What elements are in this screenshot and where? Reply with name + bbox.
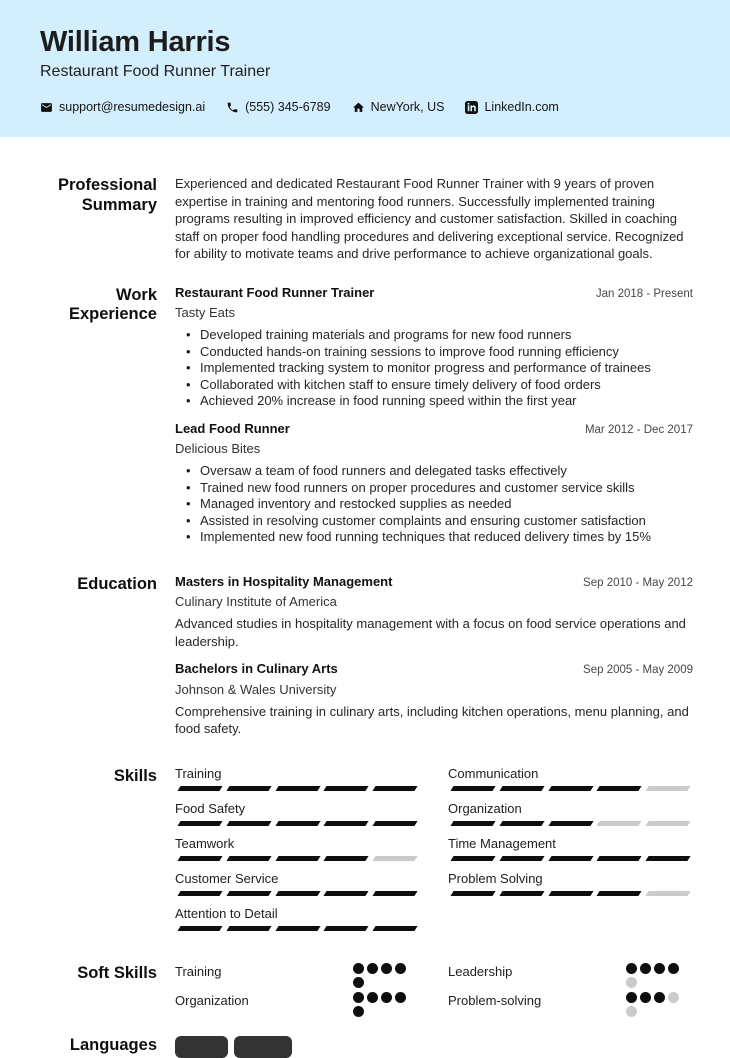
skill-item <box>175 801 420 826</box>
rating-segment <box>177 856 222 861</box>
skill-rating-bar <box>448 856 693 861</box>
rating-dot <box>367 992 378 1003</box>
soft-skill-name: Training <box>175 963 222 979</box>
skill-name: Training <box>175 765 222 781</box>
rating-segment <box>597 856 642 861</box>
rating-dot <box>367 963 378 974</box>
soft-skill-rating-dots <box>353 963 407 988</box>
skill-name: Time Management <box>448 835 556 851</box>
rating-dot <box>626 963 637 974</box>
rating-dot <box>395 963 406 974</box>
job-company: Delicious Bites <box>175 441 261 456</box>
degree-title: Bachelors in Culinary Arts <box>175 661 338 676</box>
rating-segment <box>373 891 418 896</box>
skill-name: Organization <box>448 800 522 816</box>
job-bullet: • Oversaw a team of food runners and delegated tasks effectively <box>175 463 693 480</box>
education-item <box>175 661 693 738</box>
section-label-work-experience: Work Experience <box>68 285 157 323</box>
rating-segment <box>646 856 691 861</box>
rating-dot <box>626 992 637 1003</box>
rating-segment <box>373 786 418 791</box>
soft-skill-item <box>448 963 693 988</box>
education-item <box>175 574 693 651</box>
skill-name: Food Safety <box>175 800 246 816</box>
job-item <box>175 285 693 410</box>
job-dates: Jan 2018 - Present <box>595 287 693 300</box>
skill-name: Communication <box>448 765 539 781</box>
skill-item <box>175 836 420 861</box>
section-label-skills: Skills <box>113 766 157 785</box>
rating-segment <box>450 821 495 826</box>
rating-segment <box>177 891 222 896</box>
contact-location-text: NewYork, US <box>370 100 445 114</box>
job-bullet: • Conducted hands-on training sessions to improve food running efficiency <box>175 344 693 361</box>
rating-dot <box>381 963 392 974</box>
school-name: Culinary Institute of America <box>175 594 337 609</box>
rating-segment <box>275 926 320 931</box>
rating-dot <box>381 992 392 1003</box>
rating-segment <box>450 786 495 791</box>
rating-dot <box>353 992 364 1003</box>
rating-segment <box>373 856 418 861</box>
resume-header <box>0 0 730 137</box>
job-bullet: • Trained new food runners on proper procedures and customer service skills <box>175 480 693 497</box>
rating-segment <box>373 926 418 931</box>
job-bullet: • Implemented new food running techniques that reduced delivery times by 15% <box>175 529 693 546</box>
section-languages <box>40 1035 730 1058</box>
candidate-job-title: Restaurant Food Runner Trainer <box>40 63 271 80</box>
rating-segment <box>226 926 271 931</box>
section-professional-summary <box>40 175 730 263</box>
rating-segment <box>597 891 642 896</box>
rating-dot <box>353 1006 364 1017</box>
section-education <box>40 574 730 738</box>
soft-skill-item <box>448 992 693 1017</box>
rating-dot <box>654 992 665 1003</box>
education-description: Comprehensive training in culinary arts, including kitchen operations, menu planning, and food safety. <box>175 703 689 736</box>
summary-text: Experienced and dedicated Restaurant Food Runner Trainer with 9 years of proven expertise in training and mentoring food runners. Successfully implemented training programs resulting in improved efficiency and customer satisfaction. Skilled in coaching staff on proper food handling procedures and delivering exceptional service. Recognized for ability to motivate teams and drive performance to achieve organizational goals. <box>175 176 684 261</box>
skill-rating-bar <box>448 891 693 896</box>
language-pill <box>234 1036 292 1058</box>
job-bullet: • Achieved 20% increase in food running speed within the first year <box>175 393 693 410</box>
contact-phone <box>226 100 330 114</box>
rating-segment <box>597 786 642 791</box>
phone-icon <box>226 101 239 114</box>
rating-segment <box>548 821 593 826</box>
contact-location <box>352 100 445 114</box>
rating-segment <box>373 821 418 826</box>
rating-segment <box>226 821 271 826</box>
section-label-education: Education <box>77 574 157 593</box>
rating-dot <box>626 1006 637 1017</box>
soft-skills-column-right <box>448 963 693 1021</box>
soft-skill-name: Leadership <box>448 963 513 979</box>
job-bullet: • Assisted in resolving customer complaints and ensuring customer satisfaction <box>175 513 693 530</box>
rating-segment <box>499 821 544 826</box>
rating-dot <box>353 963 364 974</box>
rating-segment <box>450 856 495 861</box>
skill-item <box>175 906 420 931</box>
section-work-experience <box>40 285 730 546</box>
skill-item <box>448 836 693 861</box>
skills-column-left <box>175 766 420 941</box>
job-bullet: • Developed training materials and programs for new food runners <box>175 327 693 344</box>
section-label-languages: Languages <box>69 1035 157 1054</box>
skill-rating-bar <box>448 821 693 826</box>
skill-name: Teamwork <box>175 835 235 851</box>
education-description: Advanced studies in hospitality management with a focus on food service operations and leadership. <box>175 616 686 649</box>
resume-body <box>0 137 730 1058</box>
language-pills <box>175 1035 693 1058</box>
rating-segment <box>275 891 320 896</box>
email-icon <box>40 101 53 114</box>
section-label-professional-summary: Professional Summary <box>57 176 157 214</box>
rating-segment <box>597 821 642 826</box>
language-pill <box>175 1036 228 1058</box>
rating-segment <box>177 786 222 791</box>
rating-segment <box>646 891 691 896</box>
rating-dot <box>668 992 679 1003</box>
skill-rating-bar <box>175 856 420 861</box>
section-skills <box>40 766 730 941</box>
soft-skills-column-left <box>175 963 420 1021</box>
soft-skill-name: Problem-solving <box>448 992 542 1008</box>
education-dates: Sep 2005 - May 2009 <box>583 664 693 676</box>
school-name: Johnson & Wales University <box>175 681 337 697</box>
job-title: Lead Food Runner <box>175 420 290 436</box>
rating-segment <box>548 856 593 861</box>
contact-email-text: support@resumedesign.ai <box>59 100 206 114</box>
contact-phone-text: (555) 345-6789 <box>245 100 331 114</box>
rating-segment <box>324 856 369 861</box>
rating-segment <box>275 856 320 861</box>
skill-rating-bar <box>175 891 420 896</box>
rating-segment <box>324 821 369 826</box>
home-icon <box>352 101 365 114</box>
contact-linkedin-text: LinkedIn.com <box>484 100 559 114</box>
soft-skill-item <box>175 963 420 988</box>
rating-segment <box>450 891 495 896</box>
rating-segment <box>177 926 222 931</box>
rating-segment <box>177 821 222 826</box>
rating-segment <box>646 821 691 826</box>
rating-segment <box>324 786 369 791</box>
job-dates: Mar 2012 - Dec 2017 <box>584 423 693 436</box>
skill-name: Attention to Detail <box>175 905 278 921</box>
job-bullet: • Managed inventory and restocked supplies as needed <box>175 496 693 513</box>
skill-name: Problem Solving <box>448 870 543 886</box>
section-label-soft-skills: Soft Skills <box>77 963 157 982</box>
rating-dot <box>353 977 364 988</box>
rating-dot <box>626 977 637 988</box>
rating-dot <box>640 963 651 974</box>
contact-linkedin <box>465 100 558 114</box>
skill-item <box>175 871 420 896</box>
skill-name: Customer Service <box>175 870 279 886</box>
contact-email <box>40 100 205 114</box>
rating-segment <box>226 786 271 791</box>
rating-segment <box>499 891 544 896</box>
soft-skill-item <box>175 992 420 1017</box>
skill-item <box>448 766 693 791</box>
contact-row <box>40 100 690 114</box>
rating-dot <box>640 992 651 1003</box>
rating-segment <box>324 891 369 896</box>
rating-dot <box>395 992 406 1003</box>
degree-title: Masters in Hospitality Management <box>175 573 393 589</box>
skills-column-right <box>448 766 693 906</box>
rating-segment <box>275 821 320 826</box>
rating-segment <box>226 856 271 861</box>
skill-rating-bar <box>448 786 693 791</box>
soft-skill-name: Organization <box>175 992 249 1008</box>
job-bullet: • Collaborated with kitchen staff to ensure timely delivery of food orders <box>175 377 693 394</box>
skill-item <box>175 766 420 791</box>
rating-dot <box>668 963 679 974</box>
job-item <box>175 421 693 546</box>
job-bullets <box>175 463 693 546</box>
rating-segment <box>548 786 593 791</box>
skill-rating-bar <box>175 786 420 791</box>
skill-rating-bar <box>175 926 420 931</box>
rating-segment <box>324 926 369 931</box>
rating-segment <box>548 891 593 896</box>
rating-segment <box>226 891 271 896</box>
education-dates: Sep 2010 - May 2012 <box>583 576 693 589</box>
candidate-name: William Harris <box>40 26 231 58</box>
job-bullets <box>175 327 693 410</box>
soft-skill-rating-dots <box>626 963 680 988</box>
rating-segment <box>275 786 320 791</box>
rating-segment <box>499 856 544 861</box>
skill-rating-bar <box>175 821 420 826</box>
section-soft-skills <box>40 963 730 1021</box>
rating-segment <box>499 786 544 791</box>
job-bullet: • Implemented tracking system to monitor progress and performance of trainees <box>175 360 693 377</box>
linkedin-icon <box>465 101 478 114</box>
soft-skill-rating-dots <box>626 992 680 1017</box>
skill-item <box>448 801 693 826</box>
soft-skill-rating-dots <box>353 992 407 1017</box>
job-company: Tasty Eats <box>175 305 235 320</box>
job-title: Restaurant Food Runner Trainer <box>175 284 375 300</box>
rating-dot <box>654 963 665 974</box>
skill-item <box>448 871 693 896</box>
rating-segment <box>646 786 691 791</box>
